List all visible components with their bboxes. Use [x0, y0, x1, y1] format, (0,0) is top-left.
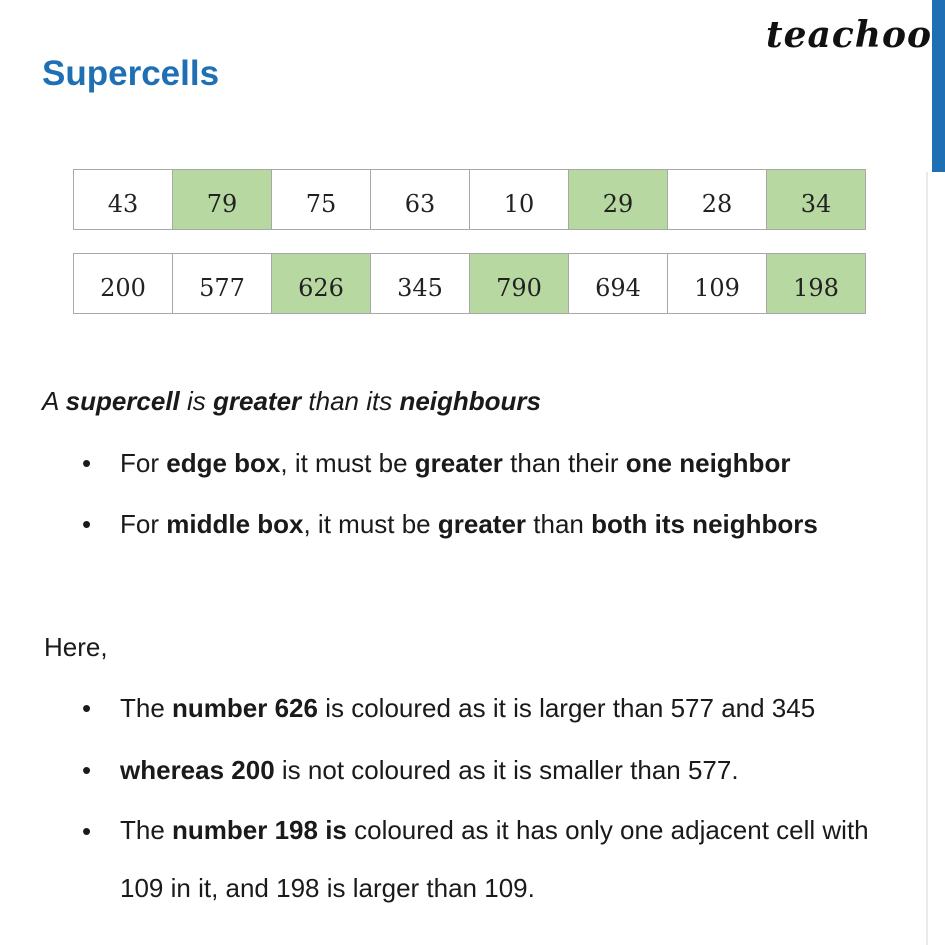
- bullet-dot: •: [82, 816, 92, 846]
- number-cell: 345: [370, 253, 470, 314]
- number-row-1: [73, 169, 866, 230]
- page-title: Supercells: [42, 54, 220, 93]
- rule-text: For edge box, it must be greater than their one neighbor: [120, 448, 791, 478]
- number-cell: 577: [172, 253, 272, 314]
- definition-text: A supercell is greater than its neighbours: [42, 386, 542, 416]
- number-cell-highlighted: 790: [469, 253, 569, 314]
- number-cell-highlighted: 198: [766, 253, 866, 314]
- number-cell: 109: [667, 253, 767, 314]
- bullet-dot: •: [82, 755, 92, 785]
- rule-text: For middle box, it must be greater than both its neighbors: [120, 509, 818, 539]
- number-cell: 63: [370, 169, 470, 230]
- explanation-text: The number 626 is coloured as it is larger than 577 and 345: [120, 693, 816, 723]
- bullet-dot: •: [82, 509, 92, 539]
- accent-bar: [932, 0, 945, 172]
- number-cell: 10: [469, 169, 569, 230]
- teachoo-logo: teachoo: [766, 14, 932, 56]
- number-cell-highlighted: 34: [766, 169, 866, 230]
- number-cell: 694: [568, 253, 668, 314]
- explanation-text: whereas 200 is not coloured as it is smaller than 577.: [120, 755, 739, 785]
- bullet-dot: •: [82, 693, 92, 723]
- bullet-dot: •: [82, 448, 92, 478]
- here-label: Here,: [44, 632, 108, 662]
- explanation-text: The number 198 is coloured as it has only one adjacent cell with 109 in it, and 198 is larger than 109.: [120, 815, 869, 903]
- number-cell: 200: [73, 253, 173, 314]
- number-cell-highlighted: 79: [172, 169, 272, 230]
- number-cell: 28: [667, 169, 767, 230]
- accent-rule: [926, 172, 928, 945]
- number-cell-highlighted: 29: [568, 169, 668, 230]
- number-cell: 43: [73, 169, 173, 230]
- number-row-2: [73, 253, 866, 314]
- number-cell: 75: [271, 169, 371, 230]
- number-cell-highlighted: 626: [271, 253, 371, 314]
